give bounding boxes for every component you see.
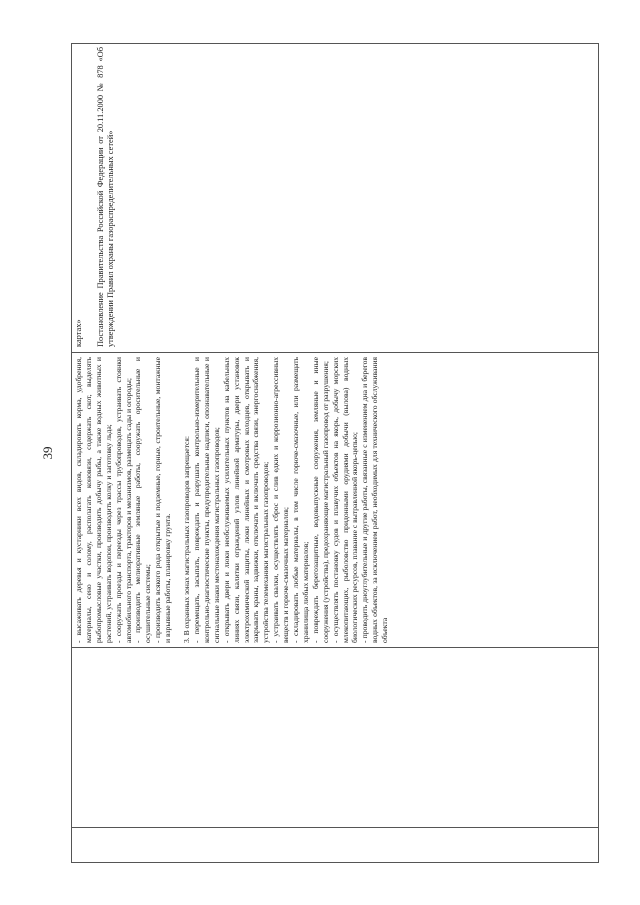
restriction-item: - перемещать, засыпать, повреждать и разрушать контрольно-измерительные и контрольно-диагностические пункты, предупредительные надписи, опознавательные и сигнальные знаки местонахождения магистральных газопроводов; <box>191 357 221 643</box>
reference-continuation: картах» <box>74 319 83 347</box>
restriction-item: - устраивать свалки, осуществлять сброс и слив едких и коррозионно-агрессивных веществ и горюче-смазочных материалов; <box>271 357 291 643</box>
table-row <box>71 43 599 863</box>
restriction-item: - складировать любые материалы, в том числе горюче-смазочные, или размещать хранилища любых материалов; <box>291 357 310 643</box>
restriction-item: - осуществлять постановку судов и плавучих объектов на якорь, добычу морских млекопитающих, рыболовство придонными орудиями добычи (вылова) водных биологических ресурсов, плавание с вытравленной якорь-цепью; <box>330 357 360 643</box>
regulation-table <box>71 43 599 863</box>
restriction-item: - проводить дноуглубительные и другие работы, связанные с изменением дна и берегов водных объектов, за исключением работ, необходимых для технического обслуживания объекта <box>360 357 390 643</box>
restrictions-cell <box>72 352 599 647</box>
restriction-item: - открывать двери и люки необслуживаемых усилительных пунктов на кабельных линиях связи, калитки ограждений узлов линейной арматуры, двери установок электрохимической защиты, люки линейных и смотровых колодцев, открывать и закрывать краны, задвижки, отключать и включать средства связи, энергоснабжения, устройства телемеханики магистральных газопроводов; <box>221 357 271 643</box>
column-a2-cell <box>72 647 599 827</box>
restriction-item: - повреждать берегозащитные, водовыпускные сооружения, земляные и иные сооружения (устройства), предохраняющие магистральный газопровод от разрушения; <box>310 357 330 643</box>
page-number: 39 <box>40 446 55 460</box>
legal-reference-cell <box>72 43 599 352</box>
restriction-item: - производить мелиоративные земляные работы, сооружать оросительные и осушительные системы; <box>133 357 153 643</box>
column-a-cell <box>72 827 599 862</box>
restriction-item: - производить всякого рода открытые и подземные, горные, строительные, монтажные и взрывные работы, планировку грунта. <box>153 357 173 643</box>
restriction-item: - высаживать деревья и кустарники всех видов, складировать корма, удобрения, материалы, сено и солому, располагать коновязи, содержать скот, выделять рыбопромысловые участки, производить добычу рыбы, а также водных животных и растений, устраивать водопои, производить колку и заготовку льда; <box>74 357 113 643</box>
restriction-item: 3. В охранных зонах магистральных газопроводов запрещается: <box>182 436 192 643</box>
legal-reference: Постановление Правительства Российской Федерации от 20.11.2000 № 878 «Об утверждении Правил охраны газораспределительных сетей» <box>95 47 116 347</box>
restriction-item: - сооружать проезды и переезды через трассы трубопроводов, устраивать стоянки автомобильного транспорта, тракторов и механизмов, размещать сады и огороды; <box>113 357 133 643</box>
